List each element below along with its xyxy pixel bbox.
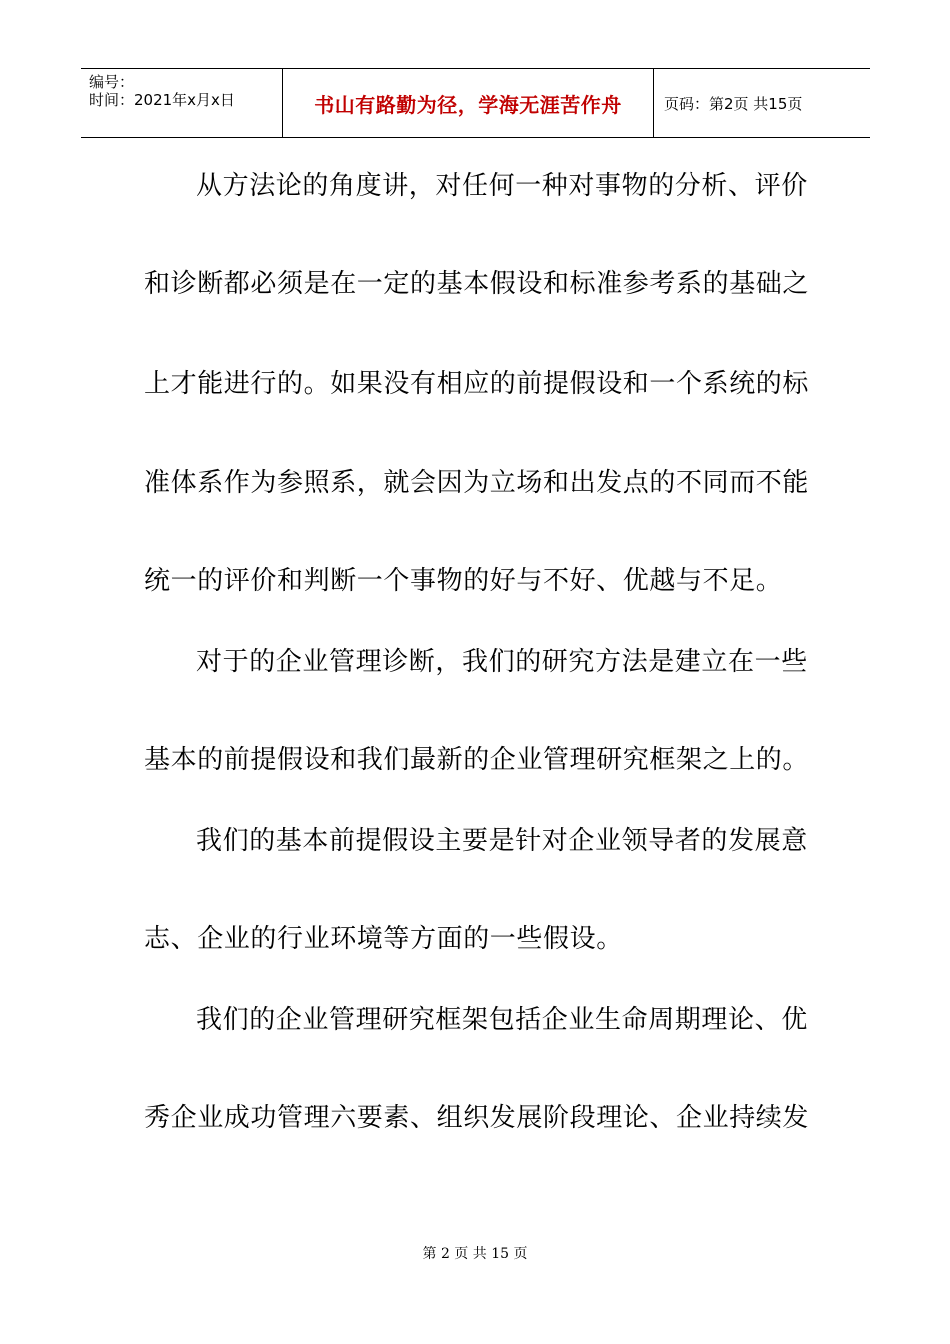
paragraph-line: 秀企业成功管理六要素、组织发展阶段理论、企业持续发 — [144, 1103, 810, 1133]
paragraph-line: 和诊断都必须是在一定的基本假设和标准参考系的基础之 — [144, 269, 810, 299]
paragraph-line: 从方法论的角度讲，对任何一种对事物的分析、评价 — [196, 171, 808, 201]
paragraph-line: 基本的前提假设和我们最新的企业管理研究框架之上的。 — [144, 745, 810, 775]
header-page-code: 页码：第2页 共15页 — [664, 95, 803, 113]
paragraph-line: 我们的基本前提假设主要是针对企业领导者的发展意 — [196, 826, 808, 856]
paragraph-line: 准体系作为参照系，就会因为立场和出发点的不同而不能 — [144, 468, 810, 498]
document-number-label: 编号： — [89, 73, 135, 91]
paragraph-line: 上才能进行的。如果没有相应的前提假设和一个系统的标 — [144, 369, 810, 399]
paragraph-line: 统一的评价和判断一个事物的好与不好、优越与不足。 — [144, 566, 783, 596]
paragraph-line: 对于的企业管理诊断，我们的研究方法是建立在一些 — [196, 647, 808, 677]
header-info-cell — [81, 69, 283, 137]
paragraph-line: 志、企业的行业环境等方面的一些假设。 — [144, 924, 623, 954]
header-motto: 书山有路勤为径，学海无涯苦作舟 — [314, 93, 622, 117]
document-date-label: 时间：2021年x月x日 — [89, 91, 235, 109]
header-motto-cell — [283, 69, 654, 137]
page-footer: 第 2 页 共 15 页 — [422, 1246, 528, 1262]
header-page-cell — [654, 69, 870, 137]
document-header — [81, 68, 870, 138]
paragraph-line: 我们的企业管理研究框架包括企业生命周期理论、优 — [196, 1005, 808, 1035]
